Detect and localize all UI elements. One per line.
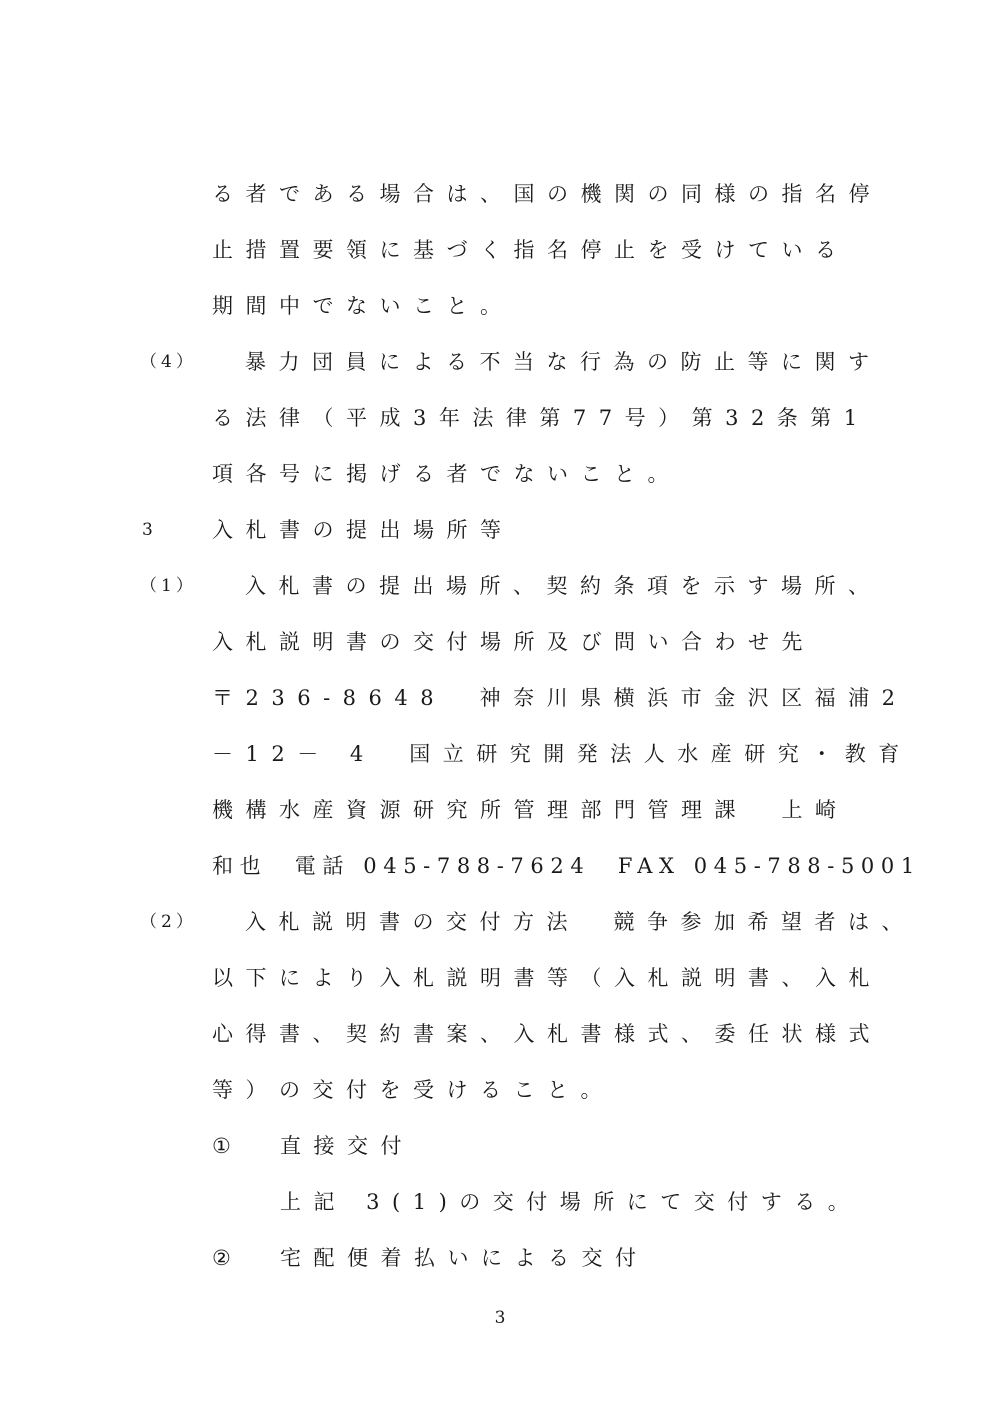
text-line-20: 宅配便着払いによる交付	[280, 1246, 649, 1270]
text-line-18: 直接交付	[280, 1134, 414, 1158]
item-label-4: （4）	[140, 352, 197, 372]
text-line-1: る者である場合は、国の機関の同様の指名停	[212, 182, 882, 206]
contact-line: 和也 電話 045-788-7624 FAX 045-788-5001	[212, 854, 921, 878]
text-line-3: 期間中でないこと。	[212, 294, 514, 318]
text-line-6: 項各号に掲げる者でないこと。	[212, 462, 681, 486]
item-label-1: （1）	[140, 576, 197, 596]
organization-line: －12－ 4 国立研究開発法人水産研究・教育	[212, 742, 912, 766]
item-label-2: （2）	[140, 912, 197, 932]
text-line-5: る法律（平成3年法律第77号）第32条第1	[212, 406, 870, 430]
text-line-4: 暴力団員による不当な行為の防止等に関す	[245, 350, 882, 374]
text-line-8: 入札書の提出場所、契約条項を示す場所、	[245, 574, 882, 598]
text-line-2: 止措置要領に基づく指名停止を受けている	[212, 238, 849, 262]
address-line: 〒236-8648 神奈川県横浜市金沢区福浦2	[212, 686, 908, 710]
circled-number-1: ①	[212, 1134, 235, 1158]
section-heading: 入札書の提出場所等	[212, 518, 514, 542]
text-line-17: 等）の交付を受けること。	[212, 1078, 614, 1102]
text-line-19: 上記 3(1)の交付場所にて交付する。	[280, 1190, 862, 1214]
circled-number-2: ②	[212, 1246, 235, 1270]
text-line-16: 心得書、契約書案、入札書様式、委任状様式	[212, 1022, 882, 1046]
text-line-15: 以下により入札説明書等（入札説明書、入札	[212, 966, 882, 990]
section-number-3: 3	[142, 520, 157, 540]
page-number: 3	[494, 1308, 506, 1328]
text-line-14: 入札説明書の交付方法 競争参加希望者は、	[245, 910, 915, 934]
department-line: 機構水産資源研究所管理部門管理課 上崎	[212, 798, 849, 822]
text-line-9: 入札説明書の交付場所及び問い合わせ先	[212, 630, 815, 654]
